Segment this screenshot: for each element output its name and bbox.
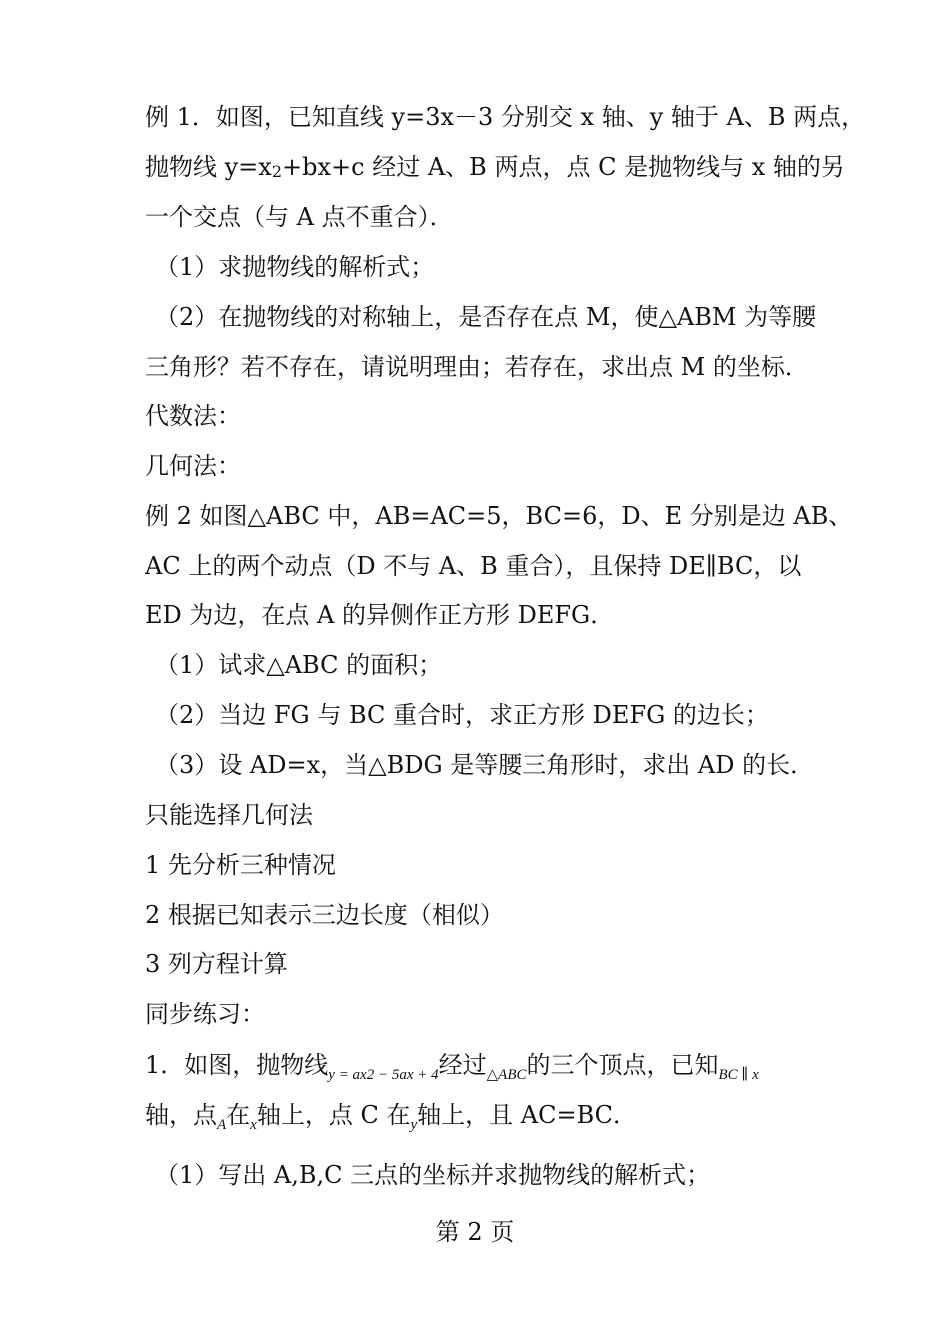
- only-geometry-note: 只能选择几何法: [145, 801, 313, 829]
- ex2-line-2: AC 上的两个动点（D 不与 A、B 重合），且保持 DE∥BC，以: [145, 552, 802, 580]
- page-footer: 第 2 页: [435, 1218, 515, 1246]
- step-3: 3 列方程计算: [145, 950, 288, 978]
- practice-title: 同步练习：: [145, 1000, 265, 1028]
- practice-text: 轴，点: [145, 1101, 217, 1129]
- step-2: 2 根据已知表示三边长度（相似）: [145, 901, 504, 929]
- ex2-line-3: ED 为边，在点 A 的异侧作正方形 DEFG．: [145, 601, 615, 629]
- practice-text: 的三个顶点，已知: [526, 1051, 719, 1079]
- geometry-method: 几何法：: [145, 452, 241, 480]
- algebra-method: 代数法：: [145, 402, 241, 430]
- ex2-question-2: （2）当边 FG 与 BC 重合时，求正方形 DEFG 的边长；: [155, 701, 769, 729]
- practice-question-1: （1）写出 A,B,C 三点的坐标并求抛物线的解析式；: [155, 1161, 711, 1189]
- ex2-question-3: （3）设 AD=x，当△BDG 是等腰三角形时，求出 AD 的长．: [155, 751, 815, 779]
- practice-text: 经过: [438, 1051, 487, 1079]
- parabola-equation: y = ax2 − 5ax + 4: [328, 1067, 439, 1083]
- practice-line-1: [145, 1050, 759, 1090]
- exponent: 2: [271, 162, 283, 181]
- ex1-line-2-a: 抛物线 y=x: [145, 153, 272, 181]
- practice-line-2: [145, 1100, 637, 1140]
- point-a-symbol: A: [217, 1117, 227, 1133]
- ex2-question-1: （1）试求△ABC 的面积；: [155, 651, 443, 679]
- practice-text: 在: [226, 1101, 251, 1129]
- ex1-question-1: （1）求抛物线的解析式；: [155, 253, 435, 281]
- x-axis-symbol: x: [250, 1117, 257, 1133]
- triangle-symbol: △ABC: [486, 1067, 527, 1083]
- ex1-line-2-b: +bx+c 经过 A、B 两点，点 C 是抛物线与 x 轴的另: [282, 153, 845, 181]
- ex1-line-1: 例 1．如图，已知直线 y=3x－3 分别交 x 轴、y 轴于 A、B 两点，: [145, 103, 866, 131]
- parallel-condition: BC ∥ x: [718, 1067, 759, 1083]
- practice-text: 轴上，且 AC=BC．: [417, 1101, 638, 1129]
- practice-text: 轴上，点 C 在: [256, 1101, 411, 1129]
- ex1-question-2b: 三角形？若不存在，请说明理由；若存在，求出点 M 的坐标．: [145, 353, 809, 381]
- practice-text: 1．如图，抛物线: [145, 1051, 329, 1079]
- y-axis-symbol: y: [410, 1117, 418, 1133]
- ex2-line-1: 例 2 如图△ABC 中，AB=AC=5，BC=6，D、E 分别是边 AB、: [145, 502, 853, 530]
- ex1-line-3: 一个交点（与 A 点不重合）．: [145, 203, 454, 231]
- ex1-question-2a: （2）在抛物线的对称轴上，是否存在点 M，使△ABM 为等腰: [155, 303, 817, 331]
- step-1: 1 先分析三种情况: [145, 851, 336, 879]
- ex1-line-2: [145, 152, 845, 187]
